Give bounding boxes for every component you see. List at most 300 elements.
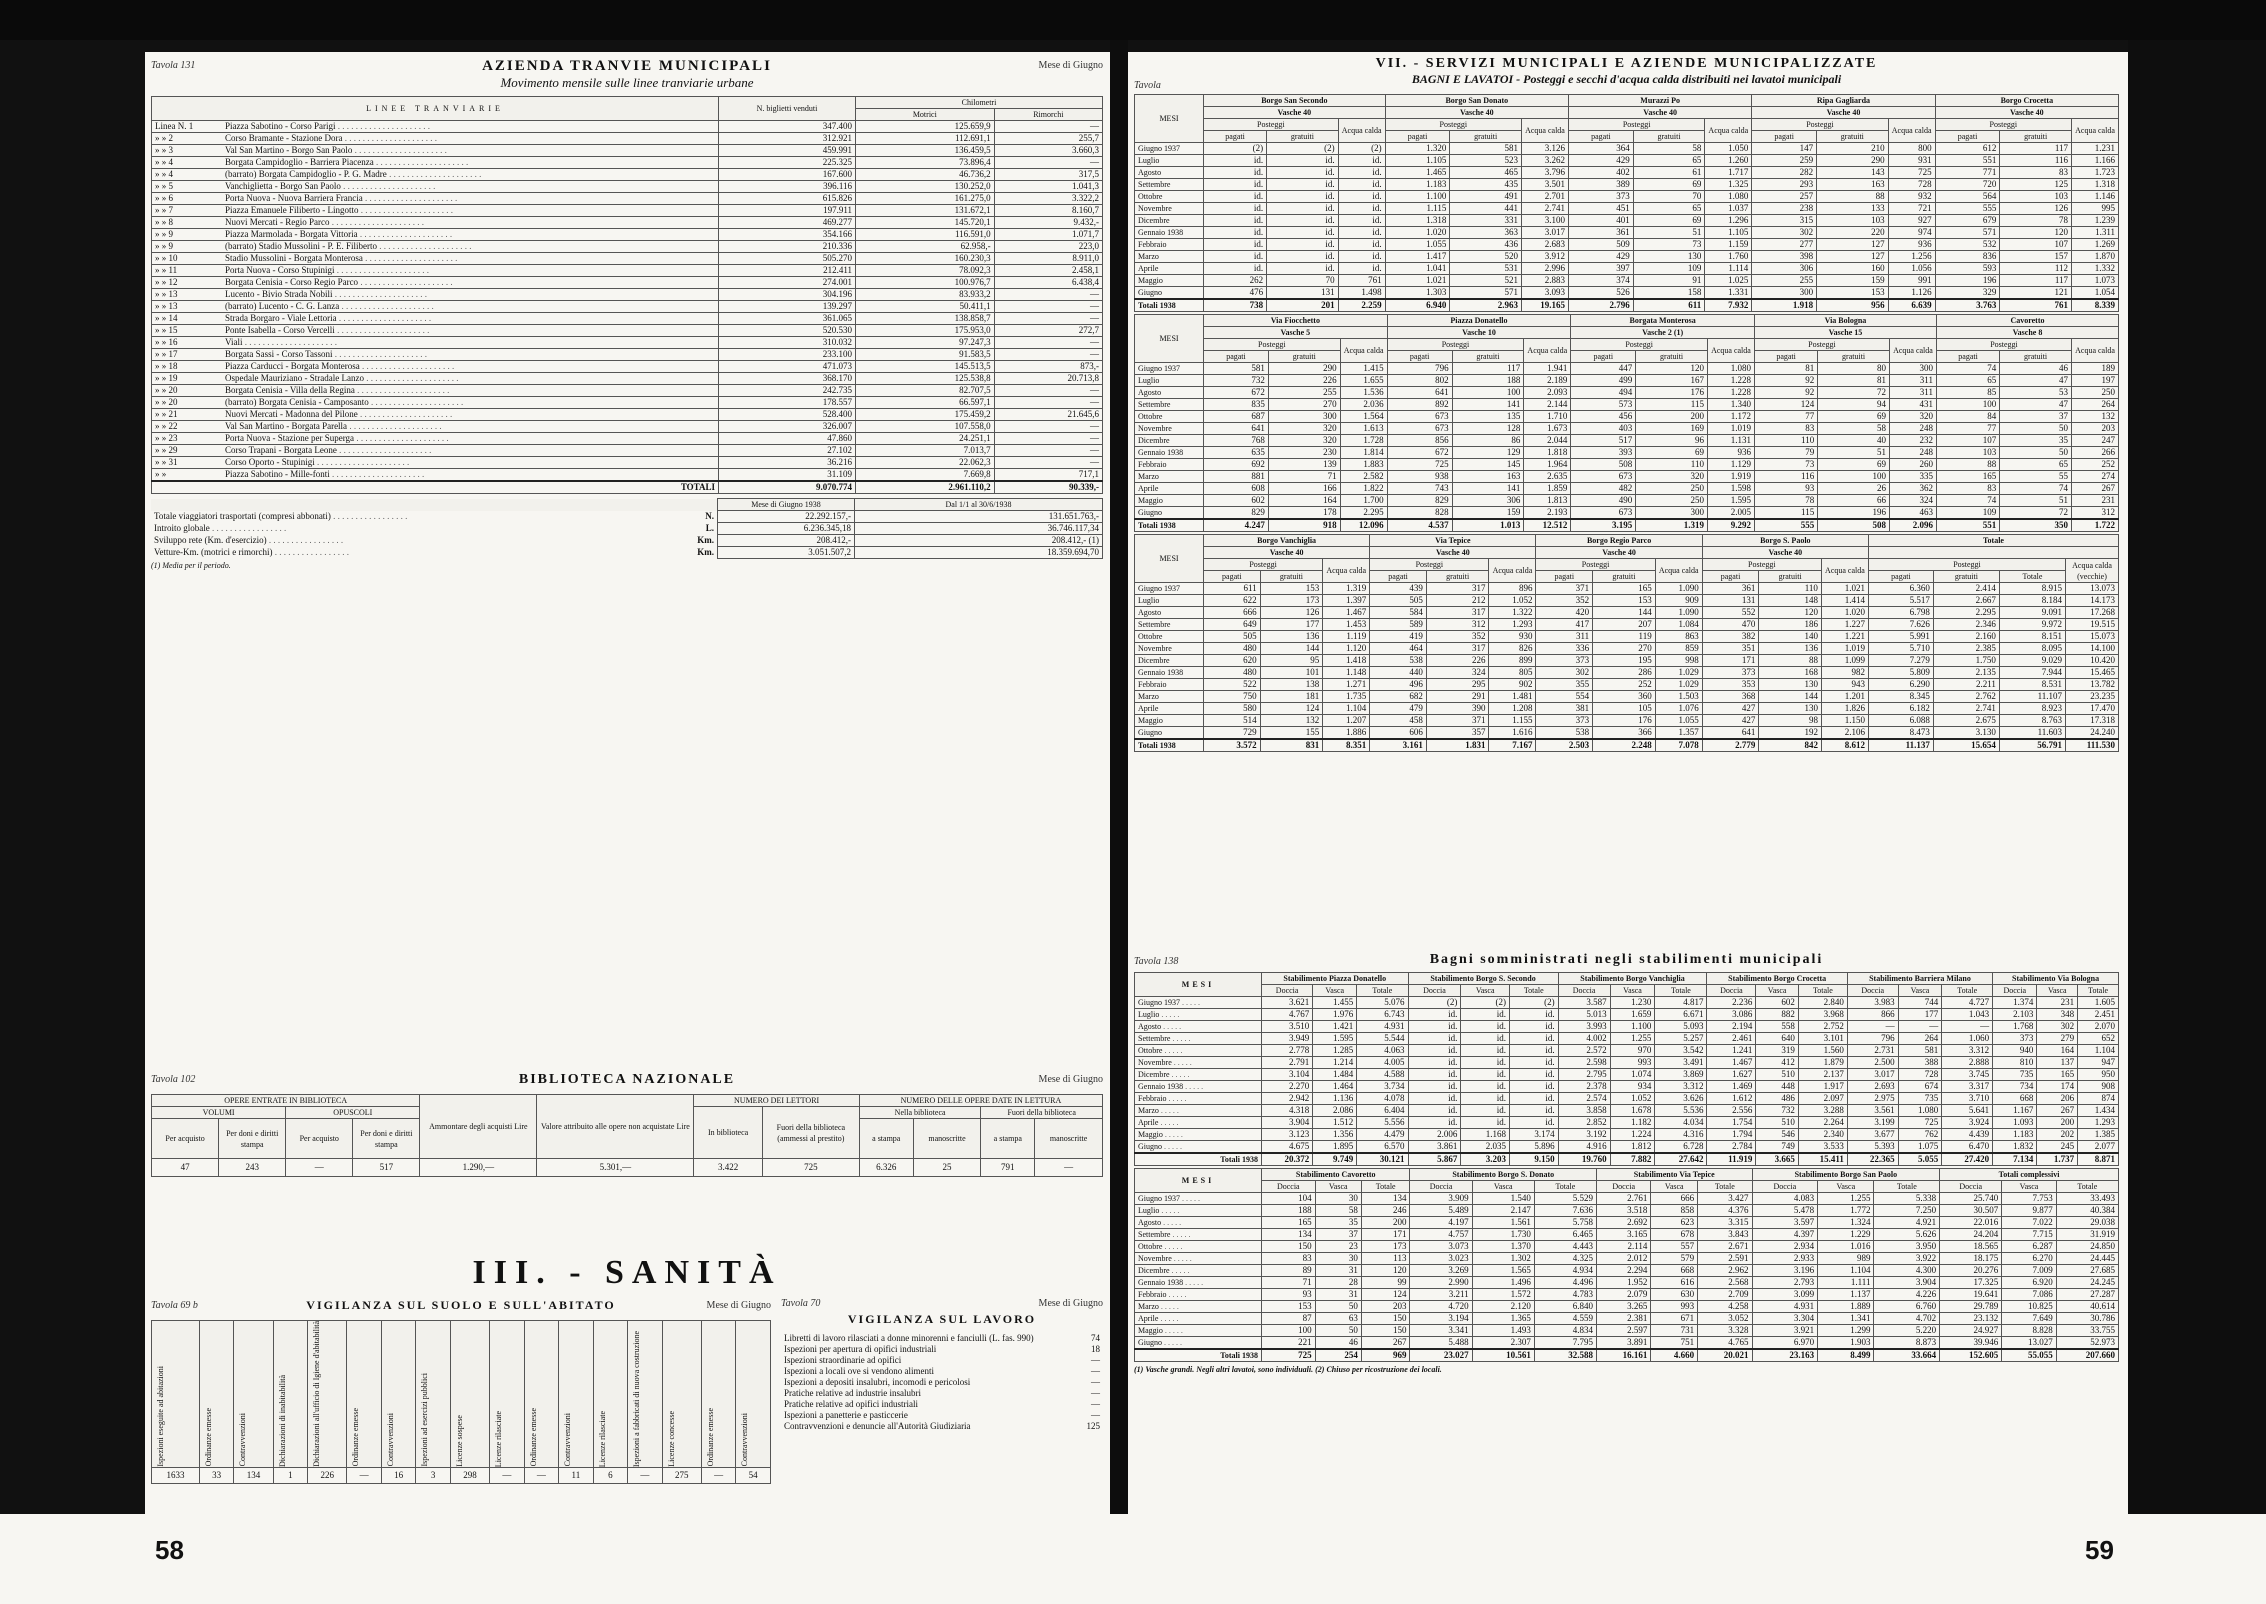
vig-suolo-value: 16 (381, 1467, 415, 1483)
biblioteca-value: 1.290,— (420, 1159, 537, 1177)
summary-periodo: 208.412,- (1) (855, 535, 1103, 547)
value-cell: id. (1509, 1117, 1558, 1129)
linea-percorso: Nuovi Mercati - Madonna del Pilone (225, 409, 358, 419)
biglietti-cell: 615.826 (719, 193, 856, 205)
value-cell: 465 (1450, 167, 1522, 179)
value-cell: 2.093 (1524, 387, 1571, 399)
vig-suolo-header (736, 1321, 771, 1468)
value-cell: id. (1267, 155, 1339, 167)
value-cell: 2.451 (2078, 1009, 2119, 1021)
stabilimento-name: Stabilimento Borgo S. Donato (1410, 1169, 1597, 1181)
value-cell: 290 (1268, 363, 1340, 375)
value-cell: 1.056 (1888, 263, 1935, 275)
value-cell: 393 (1571, 447, 1636, 459)
value-cell: 2.572 (1558, 1045, 1610, 1057)
value-cell: 293 (1752, 179, 1817, 191)
value-cell: 24.240 (2066, 727, 2119, 740)
linea-cell (152, 397, 719, 409)
value-cell: 950 (2078, 1069, 2119, 1081)
value-cell: 25.740 (1940, 1193, 2002, 1205)
mese-cell: Ottobre (1135, 191, 1204, 203)
value-cell: 107 (1936, 435, 1999, 447)
dot-leader: . . . . . . . . . . . . . . . . . . . . . (368, 397, 464, 407)
value-cell: 2.741 (1933, 703, 1999, 715)
value-cell: 9.972 (1999, 619, 2065, 631)
value-cell: 312 (2072, 507, 2119, 520)
h-totale: Totale (1999, 571, 2065, 583)
value-cell: 725 (1387, 459, 1452, 471)
value-cell: id. (1267, 167, 1339, 179)
total-cell: 1.918 (1752, 299, 1817, 312)
value-cell: 1.415 (1340, 363, 1387, 375)
lavatoio-name: Borgata Monterosa (1571, 315, 1755, 327)
value-cell: 938 (1387, 471, 1452, 483)
value-cell: 1.883 (1340, 459, 1387, 471)
h-posteggi: Posteggi (1936, 339, 2071, 351)
mese-label: Luglio (1138, 1010, 1160, 1019)
linea-percorso: Porta Nuova - Corso Stupinigi (225, 265, 335, 275)
vig-suolo-value: 33 (199, 1467, 233, 1483)
linea-percorso: (barrato) Borgata Campidoglio - P. G. Madre (225, 169, 387, 179)
value-cell: 99 (1361, 1277, 1410, 1289)
value-cell: 571 (1935, 227, 2000, 239)
mese-label: Dicembre (1138, 1070, 1170, 1079)
value-cell: 5.076 (1357, 997, 1408, 1009)
totals-row (1135, 1153, 2119, 1166)
mese-cell: Febbraio (1135, 679, 1204, 691)
value-cell: 3.922 (1874, 1253, 1940, 1265)
value-cell: 1.496 (1472, 1277, 1534, 1289)
page-number-right: 59 (2085, 1535, 2114, 1565)
value-cell: 150 (1361, 1313, 1410, 1325)
h-pagati: pagati (1702, 571, 1759, 583)
vig-suolo-header-text: Licenze rilasciate (597, 1410, 607, 1467)
value-cell: 2.079 (1596, 1289, 1650, 1301)
total-cell: 3.665 (1756, 1153, 1799, 1166)
value-cell: 998 (1655, 655, 1702, 667)
value-cell: 100 (1262, 1325, 1316, 1337)
value-cell: id. (1408, 1045, 1461, 1057)
vig-suolo-header (308, 1321, 347, 1468)
value-cell: 331 (1450, 215, 1522, 227)
mese-cell: Giugno (1135, 507, 1204, 520)
value-cell: 50 (1315, 1325, 1361, 1337)
vig-suolo-header (559, 1321, 593, 1468)
table-row (1135, 1033, 2119, 1045)
linea-number: » » 31 (155, 457, 178, 467)
vig-lavoro-label: Ispezioni a panetterie e pasticcerie (784, 1410, 908, 1420)
h-vasca: Vasca (2037, 985, 2078, 997)
dot-leader: . . . . . . . . . . . . . . . . . . . . . (332, 289, 427, 299)
value-cell: 166 (1268, 483, 1340, 495)
biglietti-cell: 210.336 (719, 241, 856, 253)
total-cell: 611 (1633, 299, 1705, 312)
value-cell: 77 (1754, 411, 1817, 423)
value-cell: 427 (1702, 703, 1759, 715)
value-cell: 252 (1593, 679, 1656, 691)
bagni-section (1134, 56, 2119, 752)
dot-leader: . . . . . (1162, 1046, 1183, 1055)
value-cell: 1.889 (1818, 1301, 1874, 1313)
table-row (1135, 619, 2119, 631)
b-h-nella: Nella biblioteca (859, 1107, 981, 1119)
value-cell: 1.183 (1385, 179, 1450, 191)
value-cell: 856 (1387, 435, 1452, 447)
total-cell: 16.161 (1596, 1349, 1650, 1362)
value-cell: 5.991 (1868, 631, 1933, 643)
dot-leader: . . . . . (1162, 1142, 1182, 1151)
biglietti-cell: 520.530 (719, 325, 856, 337)
value-cell: 1.465 (1385, 167, 1450, 179)
value-cell: 141 (1452, 399, 1524, 411)
value-cell: — (1847, 1021, 1898, 1033)
value-cell: 6.088 (1868, 715, 1933, 727)
value-cell: 2.114 (1596, 1241, 1650, 1253)
value-cell: 970 (1610, 1045, 1655, 1057)
value-cell: 30.507 (1940, 1205, 2002, 1217)
value-cell: 1.146 (2072, 191, 2119, 203)
mese-cell: Marzo (1135, 251, 1204, 263)
mese-cell (1135, 1021, 1262, 1033)
value-cell: 1.735 (1323, 691, 1370, 703)
value-cell: 136 (1260, 631, 1323, 643)
value-cell: 171 (1702, 655, 1759, 667)
b-h-fuori2: Fuori della biblioteca (981, 1107, 1103, 1119)
header-row (1135, 119, 2119, 131)
value-cell: 373 (1536, 655, 1593, 667)
mese-cell: Ottobre (1135, 631, 1204, 643)
rimorchi-cell: — (994, 433, 1102, 445)
value-cell: 557 (1651, 1241, 1698, 1253)
value-cell: 1.104 (1323, 703, 1370, 715)
value-cell: 6.290 (1868, 679, 1933, 691)
total-cell: 56.791 (1999, 739, 2065, 752)
tranvie-mese: Mese di Giugno (1038, 60, 1103, 71)
value-cell: 581 (1450, 143, 1522, 155)
summary-label-cell (151, 523, 718, 535)
value-cell: 9.091 (1999, 607, 2065, 619)
mese-label: Giugno (1138, 1142, 1162, 1151)
totals-row (1135, 1349, 2119, 1362)
table-row (152, 313, 1103, 325)
value-cell: 4.921 (1874, 1217, 1940, 1229)
value-cell: 19.515 (2066, 619, 2119, 631)
value-cell: 1.595 (1313, 1033, 1357, 1045)
biglietti-cell: 36.216 (719, 457, 856, 469)
value-cell: 1.119 (1323, 631, 1370, 643)
lavatoio-name: Borgo San Donato (1385, 95, 1568, 107)
dot-leader: . . . . . . . . . . . . . . . . . . . . . (314, 457, 410, 467)
value-cell: 1.090 (1655, 583, 1702, 595)
value-cell: 743 (1387, 483, 1452, 495)
value-cell: 373 (1536, 715, 1593, 727)
value-cell: 1.595 (1707, 495, 1754, 507)
header-row (1135, 571, 2119, 583)
linea-percorso: Ponte Isabella - Corso Vercelli (225, 325, 335, 335)
value-cell: 2.852 (1558, 1117, 1610, 1129)
value-cell: 3.130 (1933, 727, 1999, 740)
total-cell: 2.259 (1338, 299, 1385, 312)
b-h-in-biblioteca: In biblioteca (694, 1107, 762, 1159)
value-cell: 70 (1267, 275, 1339, 287)
value-cell: 9.029 (1999, 655, 2065, 667)
table-row (1135, 251, 2119, 263)
value-cell: 1.418 (1323, 655, 1370, 667)
linea-cell (152, 373, 719, 385)
value-cell: 110 (1759, 583, 1822, 595)
biglietti-cell: 310.032 (719, 337, 856, 349)
mese-label: Maggio (1138, 1326, 1163, 1335)
value-cell: 8.763 (1999, 715, 2065, 727)
value-cell: 174 (2037, 1081, 2078, 1093)
value-cell: 1.385 (2078, 1129, 2119, 1141)
value-cell: 78 (1754, 495, 1817, 507)
value-cell: 4.916 (1558, 1141, 1610, 1154)
biblioteca-title: BIBLIOTECA NAZIONALE (518, 1072, 736, 1087)
value-cell: 734 (1993, 1081, 2037, 1093)
value-cell: 306 (1752, 263, 1817, 275)
value-cell: 252 (2072, 459, 2119, 471)
linea-cell (152, 349, 719, 361)
value-cell: 30 (1315, 1253, 1361, 1265)
value-cell: id. (1509, 1069, 1558, 1081)
value-cell: 165 (2037, 1069, 2078, 1081)
value-cell: 165 (1262, 1217, 1316, 1229)
value-cell: 35 (2000, 435, 2072, 447)
h-vasca: Vasca (1898, 985, 1942, 997)
value-cell: 3.312 (1655, 1081, 1707, 1093)
linea-number: » » 22 (155, 421, 178, 431)
value-cell: 1.303 (1385, 287, 1450, 300)
value-cell: 505 (1204, 631, 1261, 643)
value-cell: 3.317 (1942, 1081, 1993, 1093)
value-cell: 320 (1889, 411, 1936, 423)
mese-cell: Aprile (1135, 703, 1204, 715)
value-cell: 6.760 (1874, 1301, 1940, 1313)
value-cell: 2.500 (1847, 1057, 1898, 1069)
dot-leader: . . . . . (1170, 1230, 1191, 1239)
total-cell: 551 (1936, 519, 1999, 532)
value-cell: 892 (1387, 399, 1452, 411)
value-cell: 1.320 (1385, 143, 1450, 155)
header-row (1135, 315, 2119, 327)
value-cell: 3.542 (1655, 1045, 1707, 1057)
value-cell: 3.101 (1798, 1033, 1847, 1045)
mese-cell (1135, 1129, 1262, 1141)
value-cell: 417 (1536, 619, 1593, 631)
value-cell: 72 (1818, 387, 1890, 399)
value-cell: 29.789 (1940, 1301, 2002, 1313)
mese-cell (1135, 1193, 1262, 1205)
dot-leader: . . . . . (1158, 1314, 1179, 1323)
value-cell: 103 (1936, 447, 1999, 459)
value-cell: 92 (1754, 375, 1817, 387)
value-cell: (2) (1461, 997, 1510, 1009)
total-cell: 725 (1262, 1349, 1316, 1362)
total-cell: 738 (1204, 299, 1267, 312)
value-cell: 896 (1489, 583, 1536, 595)
value-cell: 65 (1633, 203, 1705, 215)
value-cell: 1.208 (1489, 703, 1536, 715)
lavatoio-vasche: Vasche 40 (1204, 107, 1386, 119)
value-cell: 2.103 (1993, 1009, 2037, 1021)
biglietti-cell: 212.411 (719, 265, 856, 277)
value-cell: id. (1338, 191, 1385, 203)
dot-leader: . . . . . . . . . . . . . . . . . . . . . (357, 409, 453, 419)
biglietti-cell: 274.001 (719, 277, 856, 289)
header-row (1135, 327, 2119, 339)
value-cell: 6.270 (2002, 1253, 2056, 1265)
value-cell: 616 (1651, 1277, 1698, 1289)
value-cell: 80 (1818, 363, 1890, 375)
table-row (1135, 997, 2119, 1009)
h-posteggi: Posteggi (1568, 119, 1704, 131)
value-cell: id. (1338, 251, 1385, 263)
mese-cell: Febbraio (1135, 239, 1204, 251)
table-row (152, 349, 1103, 361)
value-cell: 2.962 (1698, 1265, 1752, 1277)
h-gratuiti: gratuiti (1818, 351, 1890, 363)
value-cell: 2.160 (1933, 631, 1999, 643)
value-cell: 1.730 (1472, 1229, 1534, 1241)
value-cell: 1.903 (1818, 1337, 1874, 1350)
mese-label: Gennaio 1938 (1138, 1278, 1184, 1287)
value-cell: 71 (1268, 471, 1340, 483)
value-cell: 1.075 (1898, 1141, 1942, 1154)
linea-cell (152, 313, 719, 325)
value-cell: 1.167 (1993, 1105, 2037, 1117)
value-cell: 173 (1361, 1241, 1410, 1253)
value-cell: 203 (1361, 1301, 1410, 1313)
linea-percorso: Borgata Cenisia - Villa della Regina (225, 385, 355, 395)
linea-cell (152, 265, 719, 277)
vig-suolo-header (199, 1321, 233, 1468)
value-cell: 93 (1754, 483, 1817, 495)
dot-leader: . . . . . . . . . . . . . . . . . . . . . (242, 337, 337, 347)
value-cell: 2.144 (1524, 399, 1571, 411)
total-cell: 12.512 (1524, 519, 1571, 532)
total-cell: 5.055 (1898, 1153, 1942, 1166)
value-cell: 401 (1568, 215, 1633, 227)
rimorchi-cell: 8.911,0 (994, 253, 1102, 265)
linea-cell (152, 337, 719, 349)
value-cell: 580 (1204, 703, 1261, 715)
h-vasca: Vasca (1313, 985, 1357, 997)
value-cell: 2.568 (1698, 1277, 1752, 1289)
value-cell: 1.029 (1655, 667, 1702, 679)
value-cell: 250 (1636, 483, 1708, 495)
summary-label: Vetture-Km. (motrici e rimorchi) (154, 547, 273, 557)
value-cell: 7.279 (1868, 655, 1933, 667)
value-cell: id. (1204, 251, 1267, 263)
biglietti-cell: 233.100 (719, 349, 856, 361)
mese-cell (1135, 1277, 1262, 1289)
value-cell: 2.990 (1410, 1277, 1472, 1289)
table-row (152, 157, 1103, 169)
dot-leader: . . . . . . . . . . . . . . . . . . . . . (363, 373, 459, 383)
value-cell: 802 (1387, 375, 1452, 387)
value-cell: 435 (1450, 179, 1522, 191)
value-cell: 3.017 (1847, 1069, 1898, 1081)
h-acqua: Acqua calda (1338, 119, 1385, 143)
value-cell: 4.834 (1534, 1325, 1596, 1337)
value-cell: 3.626 (1655, 1093, 1707, 1105)
linea-cell (152, 193, 719, 205)
value-cell: 7.649 (2002, 1313, 2056, 1325)
biblioteca-value: 47 (152, 1159, 219, 1177)
linea-number: » » 17 (155, 349, 178, 359)
total-cell: 956 (1817, 299, 1889, 312)
vig-suolo-header (234, 1321, 273, 1468)
value-cell: 2.346 (1933, 619, 1999, 631)
value-cell: 1.126 (1888, 287, 1935, 300)
summary-label: Totale viaggiatori trasportati (compresi abbonati) (154, 511, 331, 521)
value-cell: 579 (1651, 1253, 1698, 1265)
value-cell: 74 (2000, 483, 2072, 495)
linea-percorso: Val San Martino - Borgata Parella (225, 421, 348, 431)
lavatoio-name: Borgo Regio Parco (1536, 535, 1702, 547)
value-cell: 606 (1370, 727, 1427, 740)
value-cell: 3.587 (1558, 997, 1610, 1009)
value-cell: 262 (1204, 275, 1267, 287)
value-cell: 735 (1993, 1069, 2037, 1081)
value-cell: id. (1461, 1033, 1510, 1045)
summary-unit: N. (705, 511, 714, 521)
mese-cell: Settembre (1135, 179, 1204, 191)
value-cell: 1.826 (1821, 703, 1868, 715)
header-row (1135, 339, 2119, 351)
value-cell: 270 (1593, 643, 1656, 655)
value-cell: 2.135 (1933, 667, 1999, 679)
linea-percorso: Porta Nuova - Nuova Barriera Francia (225, 193, 363, 203)
value-cell: 311 (1889, 387, 1936, 399)
linea-percorso: Borgata Campidoglio - Barriera Piacenza (225, 157, 374, 167)
value-cell: 250 (2072, 387, 2119, 399)
motrici-cell: 82.707,5 (856, 385, 995, 397)
value-cell: 202 (2037, 1129, 2078, 1141)
value-cell: 167 (1636, 375, 1708, 387)
h-posteggi: Posteggi (1702, 559, 1821, 571)
value-cell: id. (1509, 1105, 1558, 1117)
value-cell: 40 (1818, 435, 1890, 447)
mese-cell: Gennaio 1938 (1135, 447, 1204, 459)
value-cell: 725 (1888, 167, 1935, 179)
mese-label: Dicembre (1138, 1266, 1170, 1275)
table-row (152, 229, 1103, 241)
value-cell: 630 (1651, 1289, 1698, 1301)
value-cell: 751 (1651, 1337, 1698, 1350)
linea-percorso: Viali (225, 337, 243, 347)
biglietti-cell: 312.921 (719, 133, 856, 145)
value-cell: 902 (1489, 679, 1536, 691)
value-cell: 302 (2037, 1021, 2078, 1033)
table-row (1135, 1229, 2119, 1241)
total-cell: 2.503 (1536, 739, 1593, 752)
lavatoio-name: Via Bologna (1754, 315, 1936, 327)
total-cell: 111.530 (2066, 739, 2119, 752)
value-cell: 200 (2037, 1117, 2078, 1129)
rimorchi-cell: — (994, 349, 1102, 361)
table-row (152, 169, 1103, 181)
mese-cell: Giugno (1135, 727, 1204, 740)
value-cell: 672 (1387, 447, 1452, 459)
motrici-cell: 22.062,3 (856, 457, 995, 469)
table-row (1135, 1241, 2119, 1253)
value-cell: 731 (1651, 1325, 1698, 1337)
value-cell: 1.093 (1993, 1117, 2037, 1129)
value-cell: 23.235 (2066, 691, 2119, 703)
value-cell: 1.655 (1340, 375, 1387, 387)
